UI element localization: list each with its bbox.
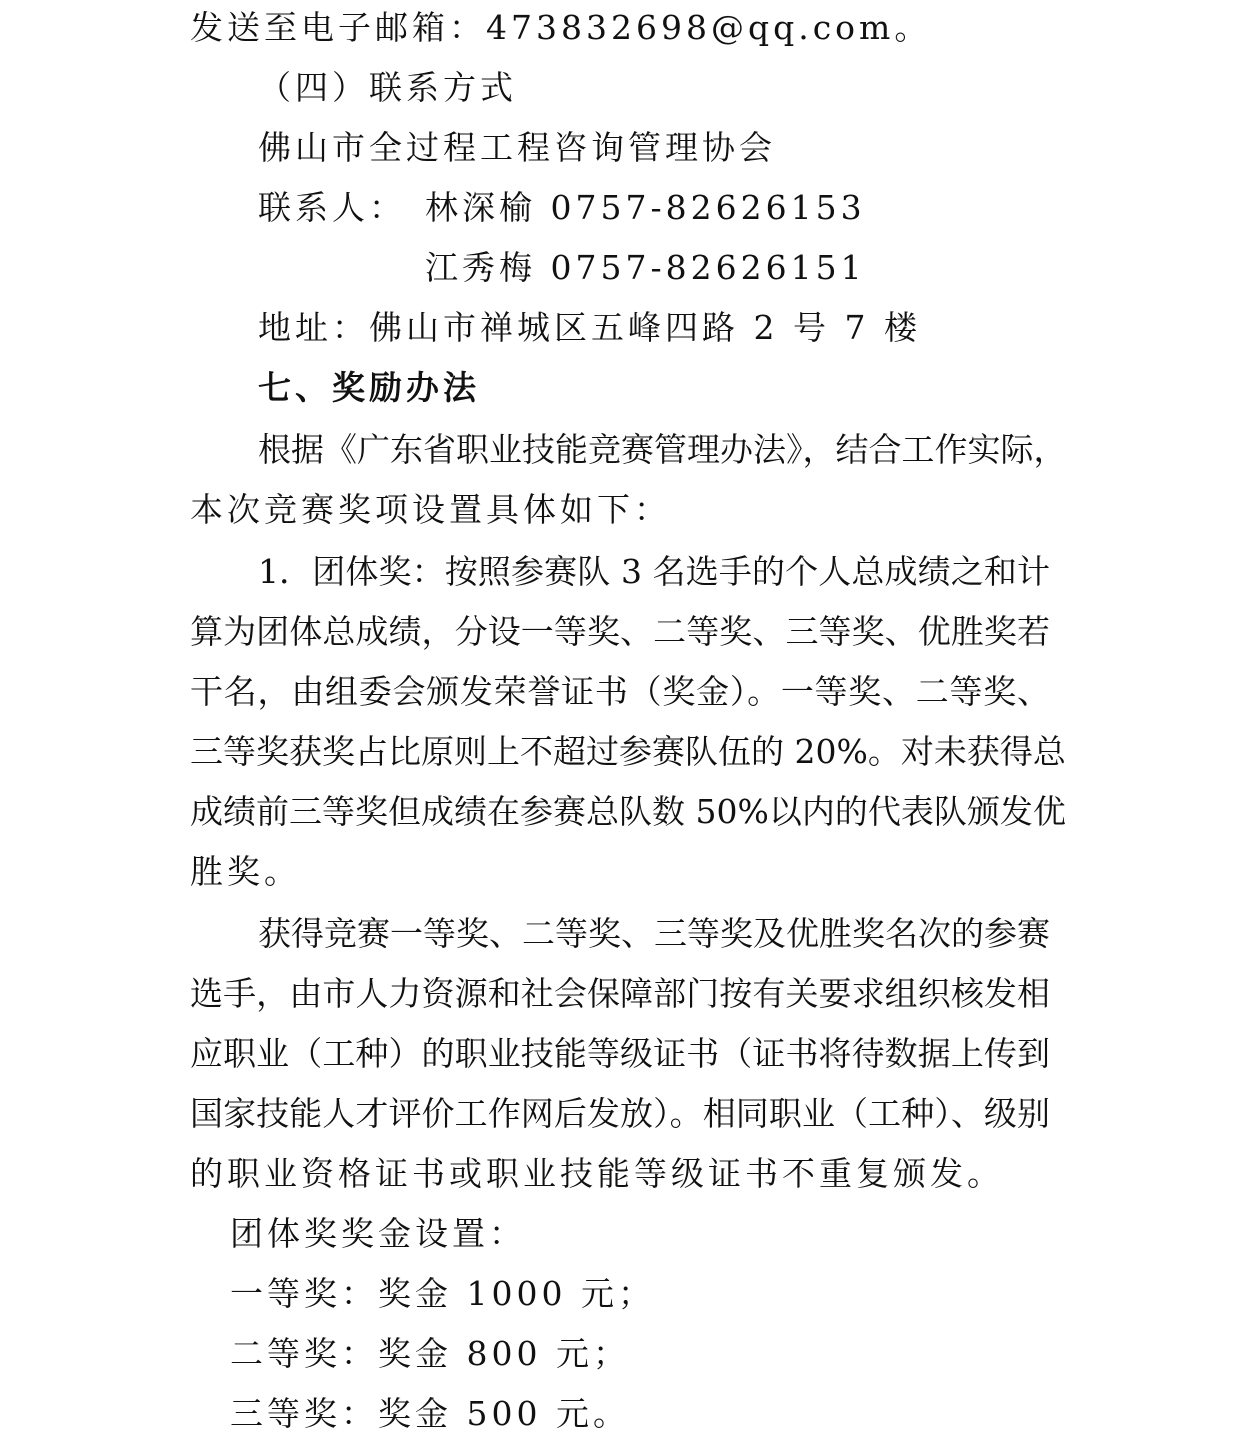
prize-first: 一等奖：奖金 1000 元； bbox=[230, 1274, 655, 1313]
email-line: 发送至电子邮箱：473832698@qq.com。 bbox=[190, 8, 932, 47]
section-heading-contact: （四）联系方式 bbox=[258, 68, 517, 107]
paragraph-line: 根据《广东省职业技能竞赛管理办法》，结合工作实际， bbox=[258, 430, 1067, 469]
address-line: 地址：佛山市禅城区五峰四路 2 号 7 楼 bbox=[258, 308, 921, 347]
paragraph-line: 干名，由组委会颁发荣誉证书（奖金）。一等奖、二等奖、 bbox=[190, 672, 1050, 711]
paragraph-line: 的职业资格证书或职业技能等级证书不重复颁发。 bbox=[190, 1154, 1004, 1193]
contact-person-2: 江秀梅 0757-82626151 bbox=[425, 248, 866, 287]
section-heading-rewards: 七、奖励办法 bbox=[258, 368, 480, 407]
contact-person-label: 联系人： bbox=[258, 188, 406, 227]
prize-settings-heading: 团体奖奖金设置： bbox=[230, 1214, 526, 1253]
paragraph-line: 算为团体总成绩，分设一等奖、二等奖、三等奖、优胜奖若 bbox=[190, 612, 1050, 651]
organization-name: 佛山市全过程工程咨询管理协会 bbox=[258, 128, 776, 167]
paragraph-line: 选手，由市人力资源和社会保障部门按有关要求组织核发相 bbox=[190, 974, 1050, 1013]
paragraph-line: 胜奖。 bbox=[190, 852, 301, 891]
contact-person-1: 林深榆 0757-82626153 bbox=[425, 188, 866, 227]
paragraph-line: 本次竞赛奖项设置具体如下： bbox=[190, 490, 671, 529]
paragraph-line: 1．团体奖：按照参赛队 3 名选手的个人总成绩之和计 bbox=[258, 552, 1050, 591]
prize-second: 二等奖：奖金 800 元； bbox=[230, 1334, 630, 1373]
paragraph-line: 国家技能人才评价工作网后发放）。相同职业（工种）、级别 bbox=[190, 1094, 1050, 1133]
paragraph-line: 成绩前三等奖但成绩在参赛总队数 50%以内的代表队颁发优 bbox=[190, 792, 1066, 831]
prize-third: 三等奖：奖金 500 元。 bbox=[230, 1394, 630, 1433]
paragraph-line: 三等奖获奖占比原则上不超过参赛队伍的 20%。对未获得总 bbox=[190, 732, 1066, 771]
paragraph-line: 应职业（工种）的职业技能等级证书（证书将待数据上传到 bbox=[190, 1034, 1050, 1073]
paragraph-line: 获得竞赛一等奖、二等奖、三等奖及优胜奖名次的参赛 bbox=[258, 914, 1050, 953]
